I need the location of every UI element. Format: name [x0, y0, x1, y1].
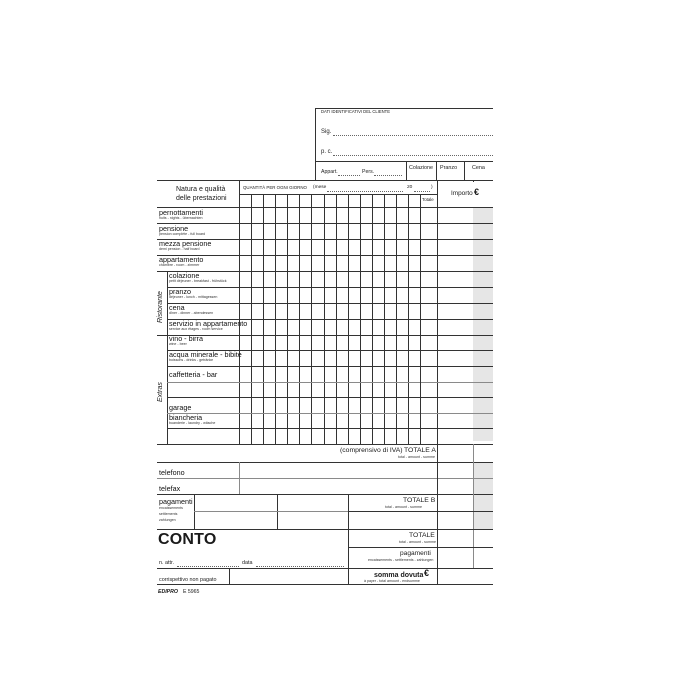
pagamenti-left-sub2: settlements — [159, 512, 178, 516]
mese-line[interactable] — [327, 191, 403, 192]
cena-header: Cena — [472, 165, 485, 171]
row-cena-sub: dîner - dinner - abendessen — [169, 311, 214, 315]
row-colazione-sub: petit déjeuner - breakfast - frühstück — [169, 279, 227, 283]
data-label: data — [242, 560, 253, 566]
colazione-header: Colazione — [409, 165, 433, 171]
appart-label: Appart. — [321, 169, 338, 175]
row-pernottamenti-sub: nuits - nights - übernachten — [159, 216, 203, 220]
row-caffetteria: caffetteria - bar — [169, 370, 218, 379]
nature-line1: Natura e qualità — [176, 186, 226, 193]
row-vino-birra: vino - birra — [169, 334, 203, 343]
row-garage: garage — [169, 403, 192, 412]
importo-column-shading — [473, 207, 493, 441]
pagamenti-right-label: pagamenti — [400, 550, 431, 557]
section-extras: Extras — [157, 382, 164, 402]
euro-icon: € — [474, 187, 480, 197]
pagamenti-right-sub: encaissements - settlements - zahlungen — [368, 558, 434, 562]
section-ristorante: Ristorante — [157, 291, 164, 323]
year-line[interactable] — [414, 191, 430, 192]
pc-label: p. c. — [321, 149, 333, 155]
n-attr-label: n. attr. — [159, 560, 174, 566]
row-pranzo: pranzo — [169, 287, 191, 296]
somma-dovuta-sub: à payer - total amount - endsumme — [364, 579, 420, 583]
pranzo-header: Pranzo — [440, 165, 458, 171]
row-acqua: acqua minerale - bibite — [169, 350, 242, 359]
close-paren: ) — [431, 185, 433, 190]
data-line[interactable] — [256, 566, 344, 567]
pers-label: Pers. — [362, 169, 375, 175]
row-servizio-sub: service aux étages - room service — [169, 327, 223, 331]
row-appartamento-sub: chambre - room - zimmer — [159, 263, 200, 267]
row-vino-birra-sub: wine - beer — [169, 342, 187, 346]
telefax-label: telefax — [159, 484, 181, 493]
sig-label: Sig. — [321, 129, 332, 135]
pagamenti-left-sub3: zahlungen — [159, 518, 176, 522]
row-colazione: colazione — [169, 271, 200, 280]
somma-dovuta-euro-icon: € — [424, 568, 430, 578]
corrispettivo-label: corrispettivo non pagato — [159, 577, 217, 583]
importo-label: Importo — [451, 190, 473, 197]
row-pernottamenti: pernottamenti — [159, 208, 203, 217]
footer-code: E 5965 — [183, 589, 200, 595]
totale-a-prefix: (comprensivo di IVA) — [340, 447, 403, 454]
conto-title: CONTO — [158, 531, 217, 548]
row-pranzo-sub: déjeuner - lunch - mittagessen — [169, 295, 218, 299]
client-data-header: DATI IDENTIFICATIVI DEL CLIENTE — [321, 109, 391, 114]
pagamenti-left-label: pagamenti — [159, 497, 193, 506]
totale-a-sub: total - amount - summe — [398, 455, 435, 459]
mese-label: (mese — [313, 185, 327, 190]
row-acqua-sub: boissons - drinks - getränke — [169, 358, 214, 362]
row-pensione-sub: pension complète - full board — [159, 232, 206, 236]
pers-line[interactable] — [374, 175, 402, 176]
row-cena: cena — [169, 303, 185, 312]
quantity-label: QUANTITÀ PER OGNI GIORNO — [243, 185, 307, 190]
importo-column-shading-lower — [473, 462, 493, 529]
row-biancheria: biancheria — [169, 413, 203, 422]
row-appartamento: appartamento — [159, 255, 204, 264]
somma-dovuta-label: somma dovuta — [374, 572, 424, 579]
row-pensione: pensione — [159, 224, 189, 233]
year-label: 20 — [407, 185, 413, 190]
pc-line[interactable] — [333, 155, 493, 156]
row-mezza-pensione-sub: demi pension - half board — [159, 247, 200, 251]
totale-b-label: TOTALE B — [403, 497, 436, 504]
totale-label: TOTALE — [409, 532, 435, 539]
footer-brand: EDIPRO — [158, 589, 178, 595]
sig-line[interactable] — [333, 135, 493, 136]
pagamenti-left-sub1: encaissements — [159, 506, 183, 510]
row-biancheria-sub: buanderie - laundry - wäsche — [169, 421, 216, 425]
totale-a-label: TOTALE A — [404, 447, 436, 454]
appart-line[interactable] — [338, 175, 360, 176]
row-mezza-pensione: mezza pensione — [159, 239, 212, 248]
nature-line2: delle prestazioni — [176, 195, 227, 202]
totale-sub: total - amount - summe — [399, 540, 436, 544]
totale-column-header: Totale — [422, 197, 434, 202]
row-servizio: servizio in appartamento — [169, 319, 248, 328]
telefono-label: telefono — [159, 468, 185, 477]
n-attr-line[interactable] — [177, 566, 239, 567]
totale-b-sub: total - amount - summe — [385, 505, 422, 509]
